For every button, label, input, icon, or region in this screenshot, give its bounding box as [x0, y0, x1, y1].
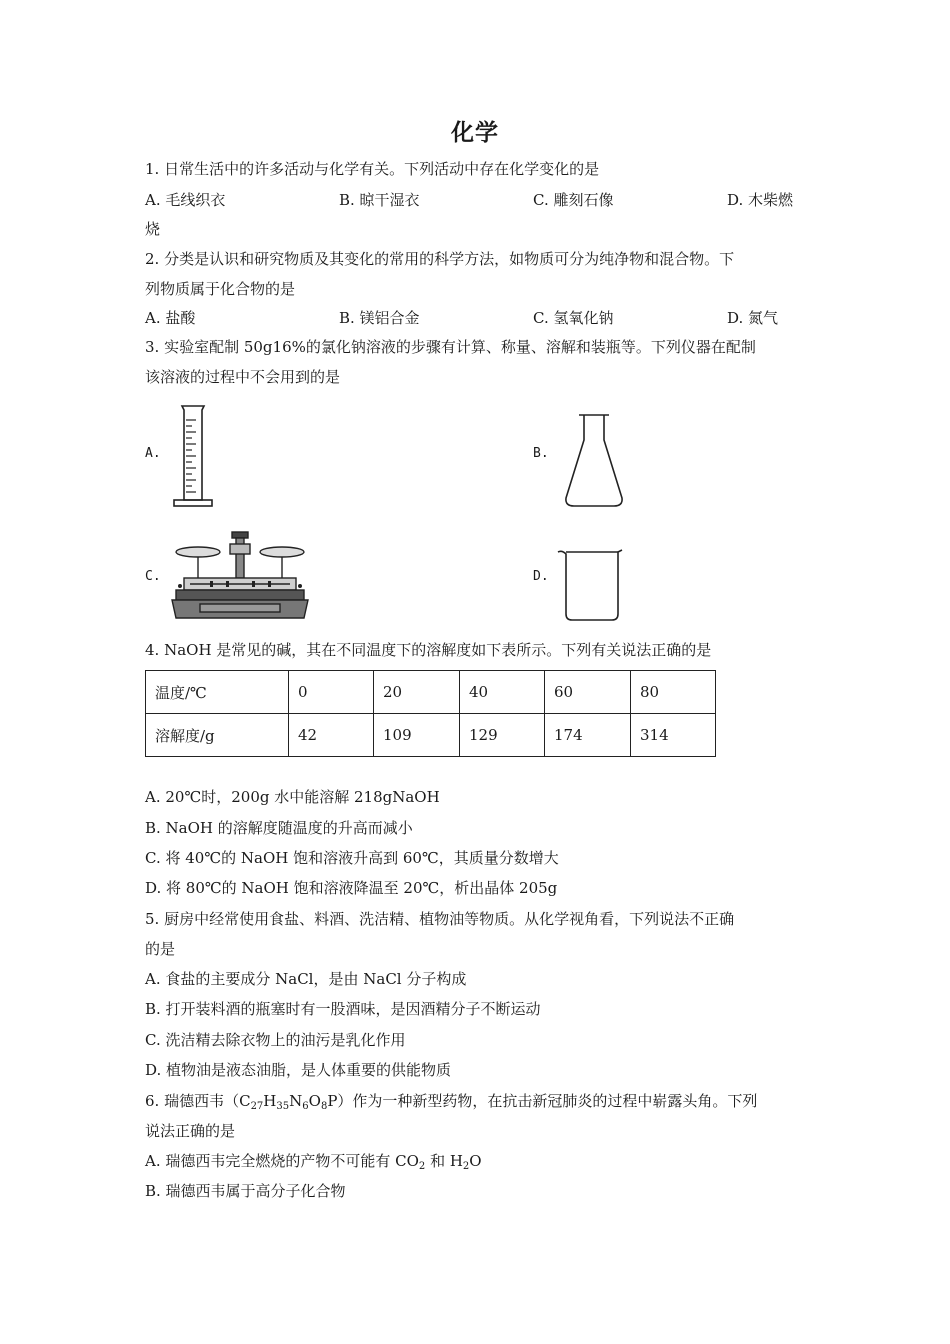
q2-stem-line1: 2. 分类是认识和研究物质及其变化的常用的科学方法，如物质可分为纯净物和混合物。下 [145, 250, 735, 268]
q1-stem: 1. 日常生活中的许多活动与化学有关。下列活动中存在化学变化的是 [145, 160, 600, 178]
table-cell: 174 [545, 714, 631, 757]
table-cell: 42 [289, 714, 374, 757]
table-cell: 20 [374, 671, 460, 714]
table-cell: 0 [289, 671, 374, 714]
q3-stem-line2: 该溶液的过程中不会用到的是 [145, 368, 341, 386]
conical-flask-icon [562, 410, 626, 510]
q3-stem-line1: 3. 实验室配制 50g16%的氯化钠溶液的步骤有计算、称量、溶解和装瓶等。下列仪器在配制 [145, 338, 756, 356]
q2-stem-line2: 列物质属于化合物的是 [145, 280, 296, 298]
balance-icon [170, 530, 310, 622]
q1-option-a: A. 毛线织衣 [145, 191, 226, 209]
table-cell: 314 [631, 714, 716, 757]
beaker-icon [556, 546, 628, 624]
q3-label-c: C. [145, 569, 161, 584]
table-cell: 温度/℃ [146, 671, 289, 714]
q3-label-b: B. [533, 446, 549, 461]
q6-stem-line1: 6. 瑞德西韦$(C_{27}H_{35}N_6O_8P)$作为一种新型药物，在抗击新冠肺炎的过程中崭露头角。下列 [145, 1092, 758, 1112]
q4-stem: 4. NaOH 是常见的碱，其在不同温度下的溶解度如下表所示。下列有关说法正确的是 [145, 641, 712, 659]
q6-option-a: A. 瑞德西韦完全燃烧的产物不可能有 $CO_2$ 和 $H_2O$ [145, 1152, 482, 1172]
q4-option-c: C. 将 40℃的 NaOH 饱和溶液升高到 60℃，其质量分数增大 [145, 849, 559, 867]
q2-option-d: D. 氮气 [727, 309, 779, 327]
table-row [146, 671, 716, 714]
q4-option-a: A. 20℃时，200g 水中能溶解 218gNaOH [145, 788, 440, 806]
q4-option-d: D. 将 80℃的 NaOH 饱和溶液降温至 20℃，析出晶体 205g [145, 879, 558, 897]
q6-stem-line2: 说法正确的是 [145, 1122, 236, 1140]
q1-option-c: C. 雕刻石像 [533, 191, 614, 209]
table-row [146, 714, 716, 757]
q5-option-b: B. 打开装料酒的瓶塞时有一股酒味，是因酒精分子不断运动 [145, 1000, 541, 1018]
q3-label-d: D. [533, 569, 549, 584]
q3-label-a: A. [145, 446, 161, 461]
q5-option-a: A. 食盐的主要成分 NaCl，是由 NaCl 分子构成 [145, 970, 467, 988]
table-cell: 溶解度/g [146, 714, 289, 757]
q1-option-b: B. 晾干湿衣 [339, 191, 420, 209]
q5-option-d: D. 植物油是液态油脂，是人体重要的供能物质 [145, 1061, 452, 1079]
table-cell: 40 [460, 671, 545, 714]
page-title: 化学 [451, 120, 499, 146]
table-cell: 60 [545, 671, 631, 714]
solubility-table [145, 670, 716, 757]
q5-option-c: C. 洗洁精去除衣物上的油污是乳化作用 [145, 1031, 406, 1049]
q5-stem-line2: 的是 [145, 940, 176, 958]
q2-option-c: C. 氢氧化钠 [533, 309, 614, 327]
q1-option-d: D. 木柴燃 [727, 191, 794, 209]
q5-stem-line1: 5. 厨房中经常使用食盐、料酒、洗洁精、植物油等物质。从化学视角看，下列说法不正确 [145, 910, 735, 928]
table-cell: 80 [631, 671, 716, 714]
table-cell: 129 [460, 714, 545, 757]
q2-option-a: A. 盐酸 [145, 309, 196, 327]
q6-option-b: B. 瑞德西韦属于高分子化合物 [145, 1182, 346, 1200]
table-cell: 109 [374, 714, 460, 757]
graduated-cylinder-icon [172, 402, 222, 510]
q2-option-b: B. 镁铝合金 [339, 309, 420, 327]
q1-option-d-wrap: 烧 [145, 220, 161, 238]
q4-option-b: B. NaOH 的溶解度随温度的升高而减小 [145, 819, 413, 837]
